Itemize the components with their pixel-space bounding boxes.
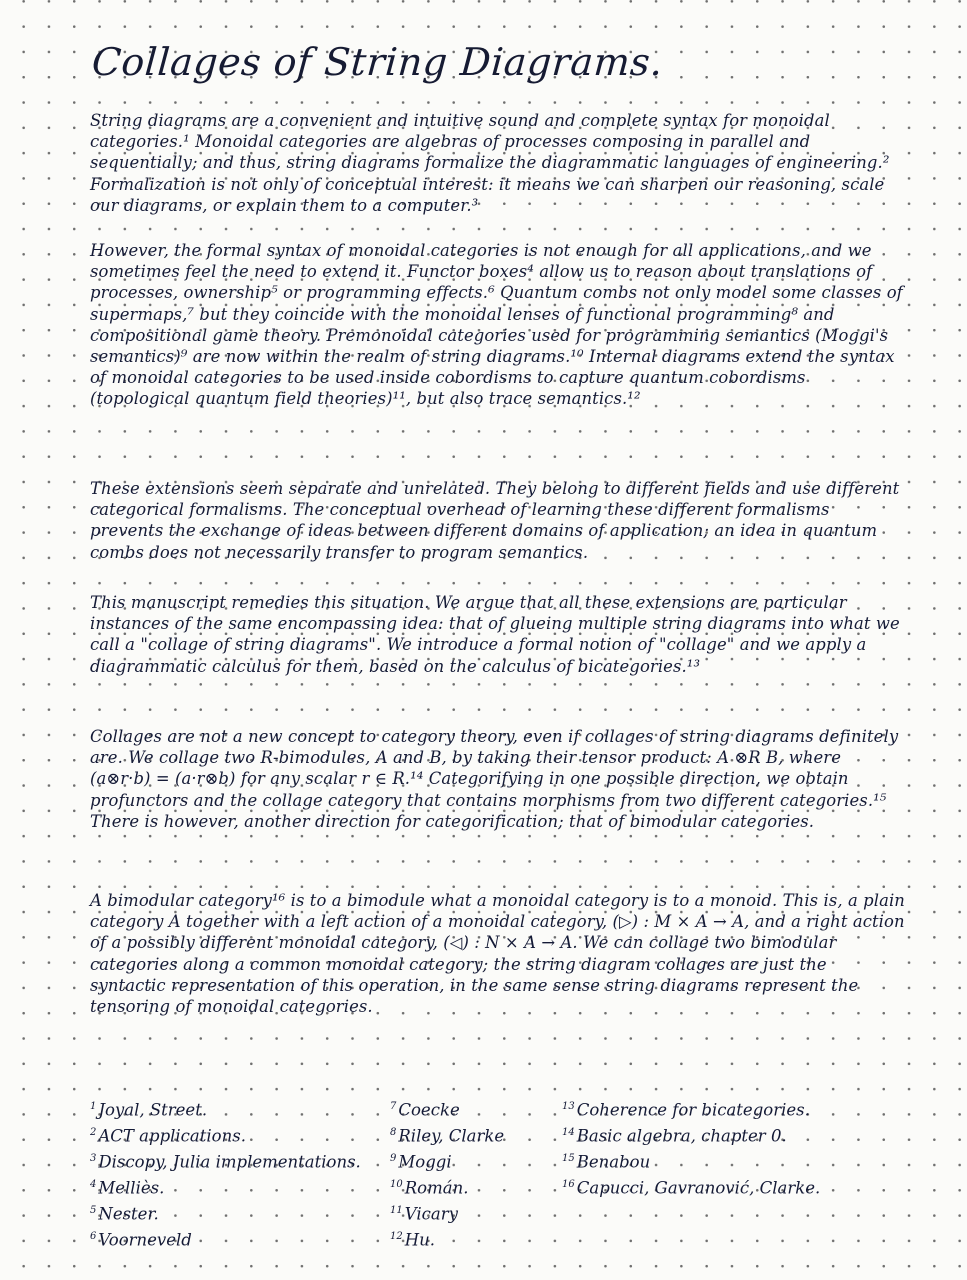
reference-item [390,1148,560,1174]
paragraph-bimodular: A bimodular category¹⁶ is to a bimodule what a monoidal category is to a monoid. This is, a plain category A together with a left action of a monoidal category, (▷) : M × A → A, and a right action of a possibly different monoidal category, (◁) : N × A → A. We can collage two bimodular categories along a common monoidal category; the string diagram collages are just the syntactic representation of this operation, in the same sense string diagrams represent the tensoring of monoidal categories. [90,891,905,1017]
reference-item [390,1122,560,1148]
reference-number: 11 [390,1205,403,1216]
reference-item [562,1148,902,1174]
reference-item [390,1096,560,1122]
reference-item [390,1200,560,1226]
paragraph-collages: Collages are not a new concept to category theory, even if collages of string diagrams definitely are. We collage two R-bimodules, A and B, by taking their tensor product: A ⊗R B, where (a⊗r·b) = (a·r⊗b) for any scalar r ∈ R.¹⁴ Categorifying in one possible direction, we obtain profunctors and the collage category that contains morphisms from two different categories.¹⁵ There is however, another direction for categorification; that of bimodular categories. [90,727,899,831]
reference-text: Vicary [404,1204,458,1224]
reference-text: Moggi [398,1152,452,1172]
reference-number: 16 [562,1179,575,1190]
reference-number: 3 [90,1153,97,1164]
reference-number: 6 [90,1231,97,1242]
reference-item [390,1174,560,1200]
reference-item [90,1226,380,1252]
reference-text: Coecke [398,1100,460,1120]
reference-number: 10 [390,1179,403,1190]
reference-number: 7 [390,1101,397,1112]
reference-number: 4 [90,1179,97,1190]
reference-text: Riley, Clarke [398,1126,505,1146]
reference-text: Coherence for bicategories. [576,1100,810,1120]
reference-text: Discopy, Julia implementations. [98,1152,361,1172]
reference-number: 13 [562,1101,575,1112]
reference-text: Capucci, Gavranović, Clarke. [576,1178,821,1198]
reference-text: Román. [404,1178,469,1198]
paragraph-extensions: However, the formal syntax of monoidal categories is not enough for all applications, and we sometimes feel the need to extend it. Functor boxes⁴ allow us to reason about translations of processes, ownership⁵ or programming effects.⁶ Quantum combs not only model some classes of supermaps,⁷ but they coincide with the monoidal lenses of functional programming⁸ and compositional game theory. Premonoidal categories used for programming semantics (Moggi's semantics)⁹ are now within the realm of string diagrams.¹⁰ Internal diagrams extend the syntax of monoidal categories to be used inside cobordisms to capture quantum cobordisms (topological quantum field theories)¹¹, but also trace semantics.¹² [90,241,903,409]
reference-text: Melliès. [98,1178,165,1198]
reference-item [90,1096,380,1122]
reference-number: 12 [390,1231,403,1242]
paragraph-separate: These extensions seem separate and unrelated. They belong to different fields and use different categorical formalisms. The conceptual overhead of learning these different formalisms prevents the exchange of ideas between different domains of application; an idea in quantum combs does not necessarily transfer to program semantics. [90,479,900,562]
reference-item [90,1122,380,1148]
reference-item [562,1174,902,1200]
reference-item [90,1200,380,1226]
reference-item [562,1096,902,1122]
paragraph-manuscript: This manuscript remedies this situation. We argue that all these extensions are particular instances of the same encompassing idea: that of glueing multiple string diagrams into what we call a "collage of string diagrams". We introduce a formal notion of "collage" and we apply a diagrammatic calculus for them, based on the calculus of bicategories.¹³ [90,593,900,676]
reference-text: Hu. [404,1230,435,1250]
references-column-1 [90,1096,380,1252]
reference-number: 8 [390,1127,397,1138]
reference-number: 14 [562,1127,575,1138]
reference-text: Benabou [576,1152,651,1172]
reference-number: 1 [90,1101,97,1112]
references-column-2 [390,1096,560,1252]
reference-text: Voorneveld [98,1230,192,1250]
reference-item [90,1174,380,1200]
reference-item [562,1122,902,1148]
reference-number: 5 [90,1205,97,1216]
reference-item [390,1226,560,1252]
reference-number: 15 [562,1153,575,1164]
reference-item [90,1148,380,1174]
paragraph-intro: String diagrams are a convenient and intuitive sound and complete syntax for monoidal categories.¹ Monoidal categories are algebras of processes composing in parallel and sequentially; and thus, string diagrams formalize the diagrammatic languages of engineering.² Formalization is not only of conceptual interest: it means we can sharpen our reasoning, scale our diagrams, or explain them to a computer.³ [90,111,890,215]
page-title: Collages of String Diagrams. [90,40,665,84]
reference-text: Nester. [98,1204,159,1224]
reference-text: Basic algebra, chapter 0. [576,1126,787,1146]
reference-number: 2 [90,1127,97,1138]
references-column-3 [562,1096,902,1200]
reference-text: Joyal, Street. [98,1100,208,1120]
reference-number: 9 [390,1153,397,1164]
reference-text: ACT applications. [98,1126,246,1146]
